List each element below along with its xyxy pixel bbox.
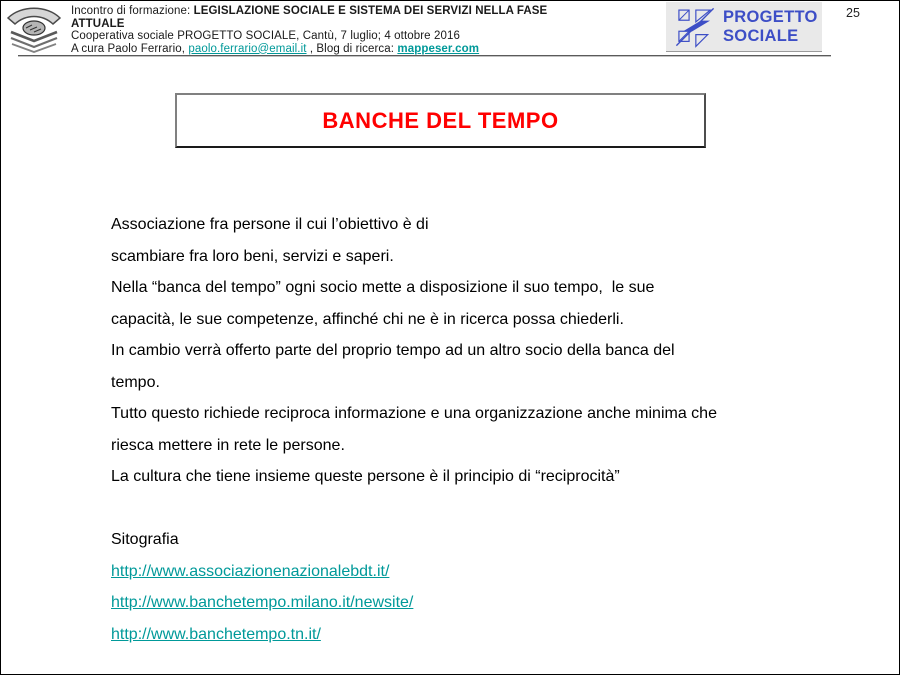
header-course-title: LEGISLAZIONE SOCIALE E SISTEMA DEI SERVIZI NELLA FASE	[193, 5, 548, 17]
logo-line1: PROGETTO	[723, 7, 818, 26]
logo-box-text	[723, 8, 818, 46]
body-line: scambiare fra loro beni, servizi e saperi.	[111, 247, 394, 265]
header-course-line2: ATTUALE	[71, 17, 125, 30]
body-line: Associazione fra persone il cui l’obiettivo è di	[111, 216, 429, 233]
body-line: capacità, le sue competenze, affinché chi ne è in ricerca possa chiederli.	[111, 310, 624, 328]
header-author-prefix: A cura Paolo Ferrario,	[71, 42, 189, 55]
body-line: Nella “banca del tempo” ogni socio mette a disposizione il suo tempo, le sue	[111, 279, 655, 296]
body-line: Tutto questo richiede reciproca informazione e una organizzazione anche minima che	[111, 405, 717, 422]
progetto-sociale-mark-icon	[671, 5, 719, 49]
sitography-link-associazionenazionalebdt[interactable]: http://www.associazionenazionalebdt.it/	[111, 562, 390, 580]
handshake-emblem-icon	[5, 3, 63, 53]
body-line: riesca mettere in rete le persone.	[111, 436, 345, 454]
header-blog-label: , Blog di ricerca:	[306, 42, 398, 55]
body-line: In cambio verrà offerto parte del proprio tempo ad un altro socio della banca del	[111, 342, 675, 359]
header-course-prefix: Incontro di formazione:	[71, 5, 194, 17]
body-line: La cultura che tiene insieme queste persone è il principio di “reciprocità”	[111, 468, 620, 485]
progetto-sociale-logo	[666, 2, 822, 52]
email-link[interactable]: paolo.ferrario@email.it	[188, 42, 307, 55]
header-author-line	[71, 43, 661, 56]
slide-title-box	[175, 93, 706, 148]
body-line: tempo.	[111, 373, 160, 391]
blog-link[interactable]: mappeser.com	[397, 42, 480, 55]
logo-line2: SOCIALE	[723, 26, 799, 45]
sitography-link-banchetempo-milano[interactable]: http://www.banchetempo.milano.it/newsite/	[111, 594, 414, 611]
header-text	[71, 5, 661, 55]
header-divider	[18, 55, 831, 57]
slide-body	[111, 209, 801, 650]
sitography-heading: Sitografia	[111, 531, 179, 548]
page-number: 25	[846, 6, 860, 20]
header-organizer-line: Cooperativa sociale PROGETTO SOCIALE, Cantù, 7 luglio; 4 ottobre 2016	[71, 30, 460, 42]
header-course-line1	[71, 5, 661, 18]
sitography-link-banchetempo-tn[interactable]: http://www.banchetempo.tn.it/	[111, 625, 321, 643]
slide-title: BANCHE DEL TEMPO	[322, 107, 559, 133]
